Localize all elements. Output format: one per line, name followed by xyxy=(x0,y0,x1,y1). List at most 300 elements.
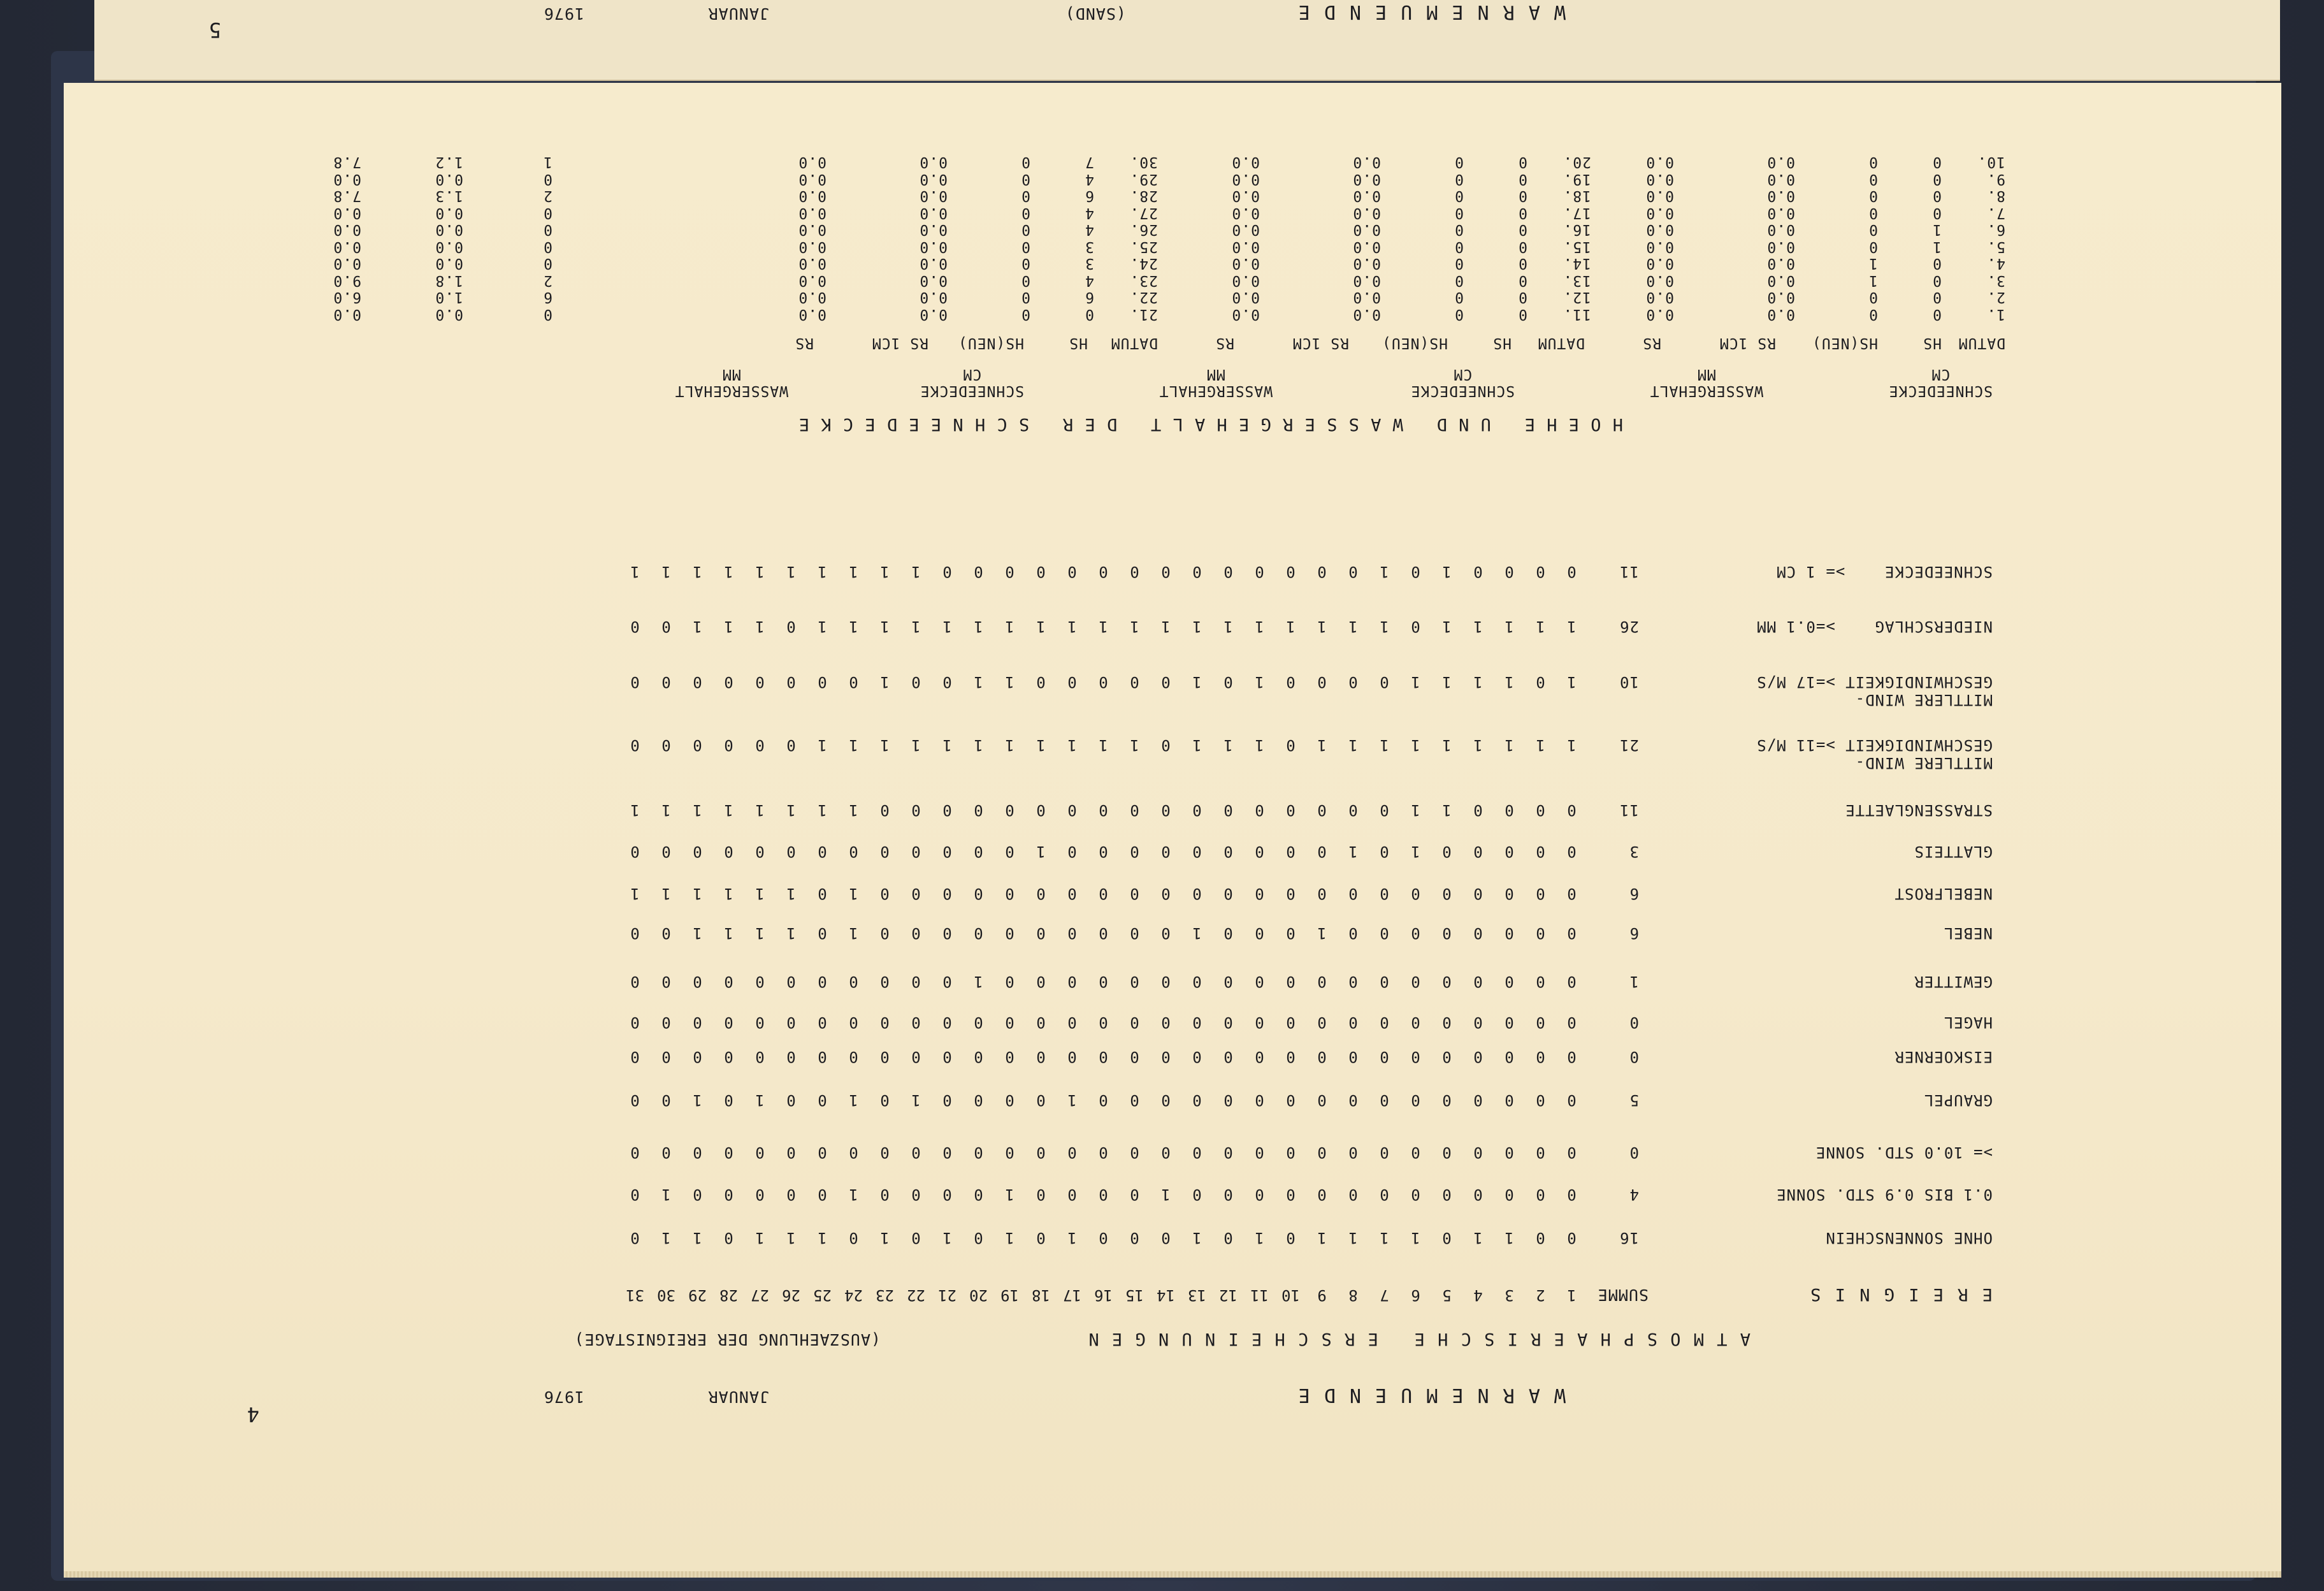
event-cell: 0 xyxy=(1473,1048,1483,1066)
event-cell: 0 xyxy=(1255,1013,1264,1031)
event-cell: 0 xyxy=(1380,885,1389,903)
snow-cell: 0.0 xyxy=(798,171,826,187)
event-cell: 0 xyxy=(942,885,952,903)
snow-cell: 0.0 xyxy=(1231,272,1260,289)
upper-month: JANUAR xyxy=(707,4,769,23)
day-number: 7 xyxy=(1380,1286,1389,1304)
snow-cell: 7 xyxy=(1085,154,1094,171)
event-cell: 0 xyxy=(911,973,921,991)
snow-cell: 0.0 xyxy=(333,205,361,221)
snow-cell: 0.0 xyxy=(798,238,826,255)
snow-cell: 4 xyxy=(1085,205,1094,221)
event-cell: 0 xyxy=(1442,1091,1452,1109)
snow-cell: 1 xyxy=(543,154,552,171)
event-cell: 0 xyxy=(1099,1091,1108,1109)
snow-hs xyxy=(1085,154,1094,323)
event-cell: 0 xyxy=(1036,973,1046,991)
snow-cell: 0 xyxy=(1021,221,1030,238)
event-label: >= 10.0 STD. SONNE xyxy=(1815,1144,1993,1161)
event-cell: 1 xyxy=(661,1186,671,1203)
snow-cell: 0.0 xyxy=(1645,187,1674,205)
event-cell: 1 xyxy=(1473,618,1483,636)
event-cell: 1 xyxy=(630,885,640,903)
event-cell: 0 xyxy=(911,1048,921,1066)
event-cell: 0 xyxy=(630,1091,640,1109)
event-cell: 0 xyxy=(880,1186,890,1203)
snow-subheader: RS xyxy=(1215,335,1234,351)
snow-cell: 6.0 xyxy=(333,289,361,306)
event-cell: 1 xyxy=(1473,1229,1483,1247)
event-cell: 0 xyxy=(1348,801,1358,819)
snow-cell: 0.0 xyxy=(919,221,948,238)
day-number: 16 xyxy=(1094,1286,1113,1304)
event-cell: 0 xyxy=(1380,1048,1389,1066)
snow-cell: 0.0 xyxy=(435,205,463,221)
event-cell: 0 xyxy=(1099,1013,1108,1031)
event-cell: 0 xyxy=(1067,673,1077,691)
event-cell: 1 xyxy=(1442,618,1452,636)
snow-cell: 0.0 xyxy=(333,255,361,272)
event-cell: 0 xyxy=(1536,673,1545,691)
snow-cell: 0.0 xyxy=(1231,289,1260,306)
event-cell: 1 xyxy=(849,736,858,754)
event-cell: 1 xyxy=(1380,618,1389,636)
event-values xyxy=(619,563,1587,581)
event-cell: 0 xyxy=(1192,1144,1202,1161)
snow-cell: 11. xyxy=(1563,306,1591,323)
event-cell: 1 xyxy=(724,924,733,942)
event-cell: 0 xyxy=(974,801,983,819)
snow-cell: 0 xyxy=(1085,306,1094,323)
snow-cell: 0 xyxy=(543,221,552,238)
snow-cell: 7. xyxy=(1986,205,2005,221)
event-cell: 0 xyxy=(1442,1186,1452,1203)
snow-cell: 0 xyxy=(1454,289,1464,306)
event-cell: 0 xyxy=(1255,924,1264,942)
event-cell: 1 xyxy=(1442,801,1452,819)
snow-cell: 0 xyxy=(1021,272,1030,289)
event-cell: 1 xyxy=(1567,673,1577,691)
snow-cell: 0.0 xyxy=(1231,306,1260,323)
event-values xyxy=(619,1144,1587,1161)
event-cell: 0 xyxy=(724,973,733,991)
snow-cell: 0.0 xyxy=(435,255,463,272)
event-sum: 26 xyxy=(1619,618,1639,636)
event-cell: 0 xyxy=(942,1144,952,1161)
event-cell: 0 xyxy=(1223,673,1233,691)
event-cell: 1 xyxy=(1255,1229,1264,1247)
event-cell: 1 xyxy=(1005,1186,1014,1203)
snow-cell: 0.0 xyxy=(435,238,463,255)
event-cell: 0 xyxy=(1473,1144,1483,1161)
event-cell: 0 xyxy=(1536,885,1545,903)
event-values xyxy=(619,1091,1587,1109)
event-cell: 0 xyxy=(1317,1091,1327,1109)
event-cell: 0 xyxy=(942,1091,952,1109)
event-cell: 0 xyxy=(1036,1144,1046,1161)
event-cell: 0 xyxy=(1473,885,1483,903)
event-cell: 0 xyxy=(1067,1048,1077,1066)
event-cell: 0 xyxy=(942,924,952,942)
snow-cell: 2 xyxy=(543,187,552,205)
event-cell: 1 xyxy=(1161,618,1171,636)
snow-cell: 18. xyxy=(1563,187,1591,205)
event-cell: 1 xyxy=(849,563,858,581)
event-cell: 1 xyxy=(818,1229,827,1247)
event-cell: 0 xyxy=(1005,1144,1014,1161)
snow-column-group: SCHNEEDECKE CM xyxy=(1410,366,1515,399)
snow-cell: 0.0 xyxy=(919,289,948,306)
event-label: MITTLERE WIND- GESCHWINDIGKEIT >=11 M/S xyxy=(1756,736,1993,772)
snow-cell: 0.0 xyxy=(1645,255,1674,272)
event-cell: 0 xyxy=(1099,673,1108,691)
event-label: EISKOERNER xyxy=(1894,1048,1993,1066)
snow-rs1-extra xyxy=(435,154,463,323)
event-cell: 0 xyxy=(1005,973,1014,991)
event-cell: 1 xyxy=(880,673,890,691)
event-cell: 1 xyxy=(1442,563,1452,581)
event-cell: 0 xyxy=(1005,1013,1014,1031)
event-cell: 0 xyxy=(849,843,858,861)
event-cell: 0 xyxy=(1380,1091,1389,1109)
event-cell: 0 xyxy=(1567,885,1577,903)
snow-cell: 0.0 xyxy=(333,306,361,323)
snow-rs1 xyxy=(1352,154,1381,323)
snow-cell: 0.0 xyxy=(1645,171,1674,187)
event-sum: 0 xyxy=(1629,1013,1639,1031)
snow-cell: 0.0 xyxy=(1231,221,1260,238)
event-cell: 0 xyxy=(1473,843,1483,861)
event-cell: 1 xyxy=(1442,673,1452,691)
event-cell: 0 xyxy=(1036,1013,1046,1031)
event-cell: 0 xyxy=(693,973,702,991)
event-cell: 0 xyxy=(1348,1186,1358,1203)
event-cell: 1 xyxy=(1473,736,1483,754)
snow-dates xyxy=(1563,154,1591,323)
snow-cell: 0.0 xyxy=(435,306,463,323)
event-cell: 1 xyxy=(630,563,640,581)
event-cell: 1 xyxy=(755,885,765,903)
day-number: 22 xyxy=(907,1286,925,1304)
snow-cell: 0 xyxy=(543,205,552,221)
snow-cell: 0 xyxy=(1868,154,1878,171)
event-cell: 0 xyxy=(974,1186,983,1203)
month: JANUAR xyxy=(707,1388,769,1406)
event-cell: 1 xyxy=(1005,673,1014,691)
event-sum: 6 xyxy=(1629,924,1639,942)
day-number: 12 xyxy=(1219,1286,1238,1304)
snow-cell: 29. xyxy=(1129,171,1158,187)
event-sum: 0 xyxy=(1629,1144,1639,1161)
snow-column-group: WASSERGEHALT MM xyxy=(674,366,788,399)
snow-subheader: HS xyxy=(1492,335,1512,351)
event-cell: 0 xyxy=(911,885,921,903)
event-cell: 0 xyxy=(1161,1048,1171,1066)
event-cell: 0 xyxy=(661,973,671,991)
snow-cell: 0.0 xyxy=(919,154,948,171)
event-cell: 0 xyxy=(942,843,952,861)
snow-cell: 0 xyxy=(1518,187,1527,205)
event-cell: 0 xyxy=(911,673,921,691)
day-number: 11 xyxy=(1250,1286,1269,1304)
snow-column-group: SCHNEEDECKE CM xyxy=(920,366,1024,399)
snow-cell: 1.2 xyxy=(435,154,463,171)
event-cell: 0 xyxy=(1036,1048,1046,1066)
event-cell: 1 xyxy=(849,885,858,903)
event-cell: 1 xyxy=(818,736,827,754)
snow-subheader: RS xyxy=(1642,335,1661,351)
event-cell: 1 xyxy=(849,618,858,636)
event-cell: 0 xyxy=(786,736,796,754)
event-cell: 1 xyxy=(1067,1229,1077,1247)
event-cell: 0 xyxy=(1567,973,1577,991)
snow-cell: 0 xyxy=(1868,187,1878,205)
event-cell: 0 xyxy=(1536,843,1545,861)
event-cell: 0 xyxy=(724,1013,733,1031)
snow-cell: 0.0 xyxy=(333,221,361,238)
snow-cell: 0.0 xyxy=(919,171,948,187)
event-cell: 0 xyxy=(724,1229,733,1247)
event-cell: 0 xyxy=(1255,801,1264,819)
event-cell: 0 xyxy=(974,885,983,903)
day-number: 20 xyxy=(969,1286,988,1304)
event-cell: 1 xyxy=(693,618,702,636)
event-cell: 0 xyxy=(1255,973,1264,991)
snow-subheader: HS(NEU) xyxy=(958,335,1024,351)
snow-column-group: SCHNEEDECKE CM xyxy=(1888,366,1993,399)
event-cell: 1 xyxy=(818,801,827,819)
event-cell: 0 xyxy=(1067,843,1077,861)
event-cell: 0 xyxy=(724,1186,733,1203)
snow-cell: 0 xyxy=(1868,289,1878,306)
event-cell: 0 xyxy=(1130,843,1139,861)
snow-cell: 14. xyxy=(1563,255,1591,272)
event-cell: 0 xyxy=(786,618,796,636)
snow-cell: 4 xyxy=(1085,171,1094,187)
event-cell: 1 xyxy=(1005,736,1014,754)
event-cell: 1 xyxy=(1505,736,1514,754)
snow-cell: 0 xyxy=(1454,306,1464,323)
snow-cell: 0.0 xyxy=(1766,306,1795,323)
day-number: 6 xyxy=(1411,1286,1420,1304)
event-cell: 0 xyxy=(1380,673,1389,691)
snow-hs xyxy=(1518,154,1527,323)
event-cell: 1 xyxy=(1192,673,1202,691)
event-label: STRASSENGLAETTE xyxy=(1845,801,1993,819)
snow-cell: 0 xyxy=(1454,154,1464,171)
event-cell: 0 xyxy=(942,1048,952,1066)
event-cell: 0 xyxy=(755,843,765,861)
event-cell: 0 xyxy=(1442,1013,1452,1031)
event-cell: 0 xyxy=(1317,1013,1327,1031)
event-cell: 0 xyxy=(1380,801,1389,819)
event-cell: 0 xyxy=(974,924,983,942)
event-cell: 0 xyxy=(1255,885,1264,903)
event-sum: 11 xyxy=(1619,801,1639,819)
event-cell: 0 xyxy=(1380,1013,1389,1031)
event-cell: 0 xyxy=(1099,843,1108,861)
upper-subtitle: (SAND) xyxy=(1064,4,1126,23)
event-cell: 0 xyxy=(880,885,890,903)
event-cell: 0 xyxy=(1067,1013,1077,1031)
event-cell: 0 xyxy=(693,843,702,861)
event-cell: 0 xyxy=(1161,843,1171,861)
event-cell: 0 xyxy=(1505,1091,1514,1109)
event-cell: 0 xyxy=(1223,1091,1233,1109)
event-cell: 0 xyxy=(1255,1048,1264,1066)
snow-rs-extra xyxy=(333,154,361,323)
event-label: NEBELFROST xyxy=(1894,885,1993,903)
event-cell: 1 xyxy=(1317,736,1327,754)
event-cell: 0 xyxy=(1130,973,1139,991)
event-cell: 0 xyxy=(1130,1013,1139,1031)
event-cell: 0 xyxy=(1005,1048,1014,1066)
event-cell: 0 xyxy=(1223,1013,1233,1031)
event-cell: 0 xyxy=(724,736,733,754)
event-cell: 1 xyxy=(1099,618,1108,636)
event-cell: 0 xyxy=(911,1013,921,1031)
event-cell: 0 xyxy=(1536,563,1545,581)
event-cell: 0 xyxy=(1505,1186,1514,1203)
event-cell: 0 xyxy=(1380,843,1389,861)
snow-cell: 0.0 xyxy=(1766,205,1795,221)
event-cell: 0 xyxy=(818,924,827,942)
snow-cell: 0 xyxy=(1021,255,1030,272)
event-cell: 0 xyxy=(818,673,827,691)
snow-cell: 0 xyxy=(1868,221,1878,238)
event-cell: 0 xyxy=(1442,885,1452,903)
snow-cell: 0 xyxy=(1454,255,1464,272)
event-cell: 0 xyxy=(1161,1229,1171,1247)
event-cell: 0 xyxy=(880,1091,890,1109)
event-cell: 0 xyxy=(1380,1186,1389,1203)
snow-cell: 0 xyxy=(543,255,552,272)
event-cell: 0 xyxy=(724,1144,733,1161)
event-cell: 0 xyxy=(1286,563,1296,581)
snow-cell: 19. xyxy=(1563,171,1591,187)
day-number: 21 xyxy=(938,1286,956,1304)
event-cell: 1 xyxy=(1411,843,1420,861)
event-cell: 0 xyxy=(1130,673,1139,691)
event-cell: 0 xyxy=(661,1048,671,1066)
event-sum: 5 xyxy=(1629,1091,1639,1109)
snow-cell: 0.0 xyxy=(1766,221,1795,238)
event-cell: 0 xyxy=(786,843,796,861)
event-cell: 0 xyxy=(1567,1144,1577,1161)
event-cell: 1 xyxy=(1317,618,1327,636)
snow-subheader: RS xyxy=(795,335,814,351)
event-cell: 1 xyxy=(1348,618,1358,636)
event-cell: 0 xyxy=(724,673,733,691)
event-cell: 0 xyxy=(1161,1144,1171,1161)
event-cell: 1 xyxy=(755,924,765,942)
event-cell: 0 xyxy=(1317,563,1327,581)
event-cell: 0 xyxy=(661,843,671,861)
event-cell: 0 xyxy=(818,1144,827,1161)
event-cell: 0 xyxy=(1286,885,1296,903)
event-cell: 0 xyxy=(1099,563,1108,581)
event-cell: 0 xyxy=(1567,924,1577,942)
day-number: 28 xyxy=(719,1286,738,1304)
snow-cell: 6. xyxy=(1986,221,2005,238)
event-cell: 1 xyxy=(755,801,765,819)
snow-cell: 0.0 xyxy=(1231,255,1260,272)
snow-cell: 9. xyxy=(1986,171,2005,187)
snow-cell: 0.0 xyxy=(1352,289,1381,306)
snow-cell: 0.0 xyxy=(1766,255,1795,272)
snow-cell: 17. xyxy=(1563,205,1591,221)
snow-cell: 3. xyxy=(1986,272,2005,289)
event-cell: 0 xyxy=(849,673,858,691)
snow-cell: 13. xyxy=(1563,272,1591,289)
event-cell: 0 xyxy=(1255,563,1264,581)
event-sum: 4 xyxy=(1629,1186,1639,1203)
header-sum: SUMME xyxy=(1597,1286,1649,1304)
event-cell: 0 xyxy=(1192,885,1202,903)
event-cell: 0 xyxy=(1567,563,1577,581)
event-cell: 1 xyxy=(1380,563,1389,581)
upper-year: 1976 xyxy=(543,4,584,23)
snow-cell: 0.0 xyxy=(919,272,948,289)
event-cell: 0 xyxy=(974,1048,983,1066)
station-title: W A R N E M U E N D E xyxy=(1297,1384,1566,1406)
event-cell: 0 xyxy=(1442,924,1452,942)
snow-cell: 0.0 xyxy=(1352,306,1381,323)
snow-subheader: HS xyxy=(1069,335,1088,351)
event-cell: 0 xyxy=(942,801,952,819)
snow-column-group: WASSERGEHALT MM xyxy=(1158,366,1273,399)
event-cell: 0 xyxy=(1192,1013,1202,1031)
snow-cell: 0 xyxy=(1932,205,1942,221)
event-cell: 0 xyxy=(1536,973,1545,991)
day-number: 24 xyxy=(844,1286,863,1304)
event-cell: 0 xyxy=(1473,973,1483,991)
day-header xyxy=(619,1286,1587,1304)
event-cell: 0 xyxy=(1505,563,1514,581)
snow-subheader: RS 1CM xyxy=(871,335,928,351)
snow-cell: 0 xyxy=(1021,238,1030,255)
event-cell: 0 xyxy=(630,1013,640,1031)
event-cell: 1 xyxy=(1223,618,1233,636)
event-cell: 0 xyxy=(1255,1186,1264,1203)
event-cell: 1 xyxy=(1286,618,1296,636)
day-number: 4 xyxy=(1473,1286,1483,1304)
snow-cell: 1 xyxy=(1932,221,1942,238)
event-cell: 0 xyxy=(1473,924,1483,942)
snow-cell: 0 xyxy=(1021,154,1030,171)
snow-rs1 xyxy=(1766,154,1795,323)
snow-cell: 0.0 xyxy=(1231,154,1260,171)
event-cell: 1 xyxy=(1067,618,1077,636)
event-values xyxy=(619,618,1587,636)
event-cell: 0 xyxy=(693,736,702,754)
event-cell: 0 xyxy=(849,1013,858,1031)
snow-cell: 1.0 xyxy=(435,289,463,306)
snow-cell: 0.0 xyxy=(798,205,826,221)
snow-cell: 0 xyxy=(1454,272,1464,289)
event-cell: 0 xyxy=(1286,973,1296,991)
snow-cell: 0 xyxy=(1868,205,1878,221)
snow-subheader: HS(NEU) xyxy=(1382,335,1448,351)
event-cell: 0 xyxy=(1067,1144,1077,1161)
event-cell: 0 xyxy=(1411,924,1420,942)
event-cell: 0 xyxy=(1536,1144,1545,1161)
snow-cell: 0.0 xyxy=(798,187,826,205)
event-cell: 0 xyxy=(1317,1048,1327,1066)
event-cell: 0 xyxy=(630,1186,640,1203)
event-cell: 0 xyxy=(661,618,671,636)
snow-cell: 0 xyxy=(1021,306,1030,323)
